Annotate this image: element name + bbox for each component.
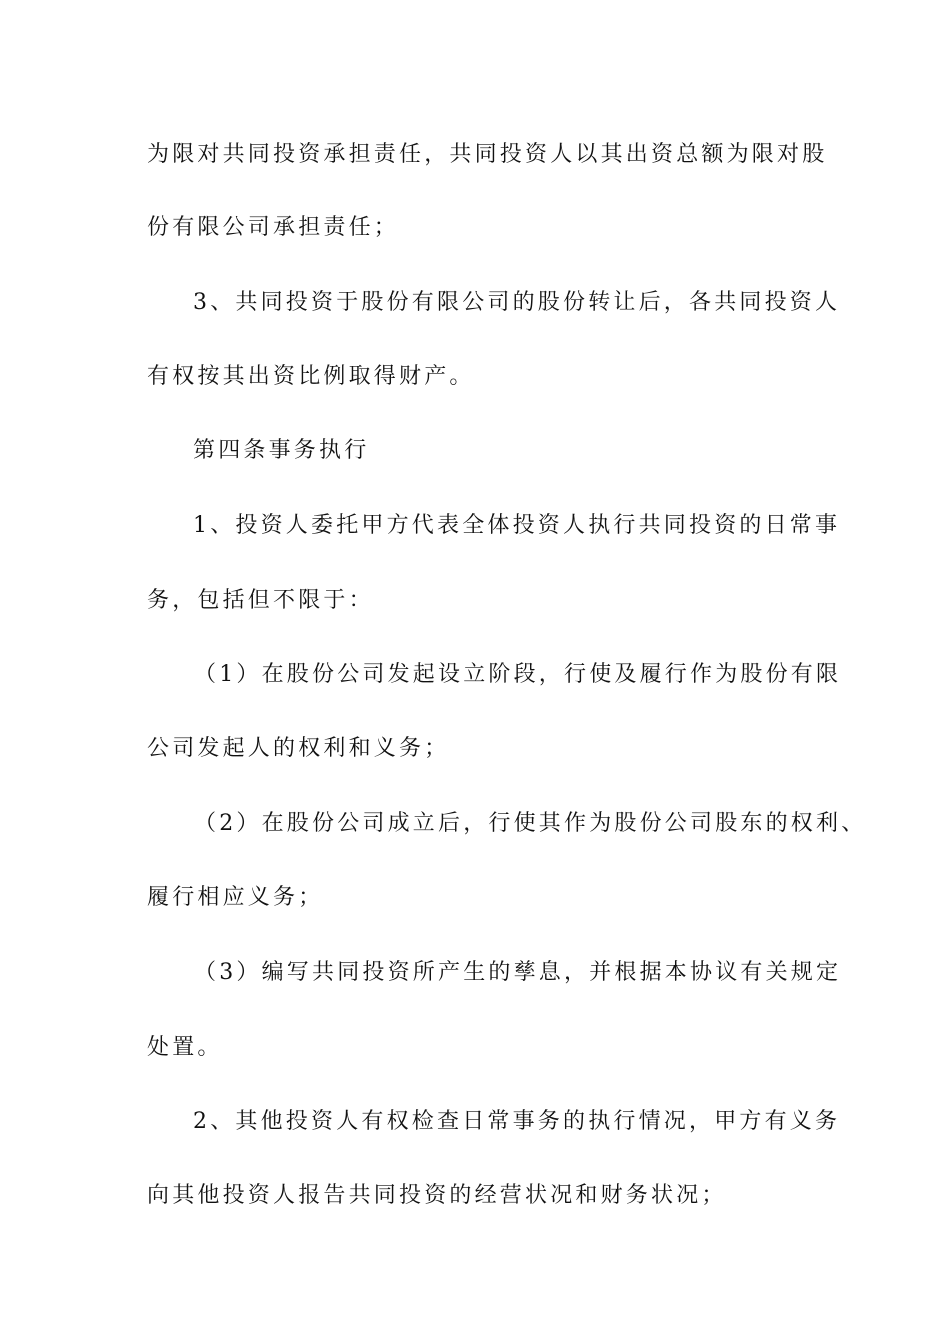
body-text-line: 为限对共同投资承担责任，共同投资人以其出资总额为限对股 <box>147 142 828 167</box>
list-item-line: （3）编写共同投资所产生的孳息，并根据本协议有关规定 <box>194 960 842 985</box>
body-text-line: 向其他投资人报告共同投资的经营状况和财务状况； <box>147 1183 727 1208</box>
section-heading: 第四条事务执行 <box>193 438 370 463</box>
body-text-line: 有权按其出资比例取得财产。 <box>147 364 475 389</box>
body-text-line: 公司发起人的权利和义务； <box>147 736 450 761</box>
list-item-line: （1）在股份公司发起设立阶段，行使及履行作为股份有限 <box>194 662 842 687</box>
body-text-line: 3、共同投资于股份有限公司的股份转让后，各共同投资人 <box>193 290 841 315</box>
body-text-line: 份有限公司承担责任； <box>147 215 400 240</box>
list-item-line: （2）在股份公司成立后，行使其作为股份公司股东的权利、 <box>194 811 867 836</box>
body-text-line: 2、其他投资人有权检查日常事务的执行情况，甲方有义务 <box>193 1109 841 1134</box>
body-text-line: 履行相应义务； <box>147 885 324 910</box>
body-text-line: 务，包括但不限于： <box>147 588 374 613</box>
body-text-line: 1、投资人委托甲方代表全体投资人执行共同投资的日常事 <box>193 513 841 538</box>
body-text-line: 处置。 <box>147 1035 223 1060</box>
